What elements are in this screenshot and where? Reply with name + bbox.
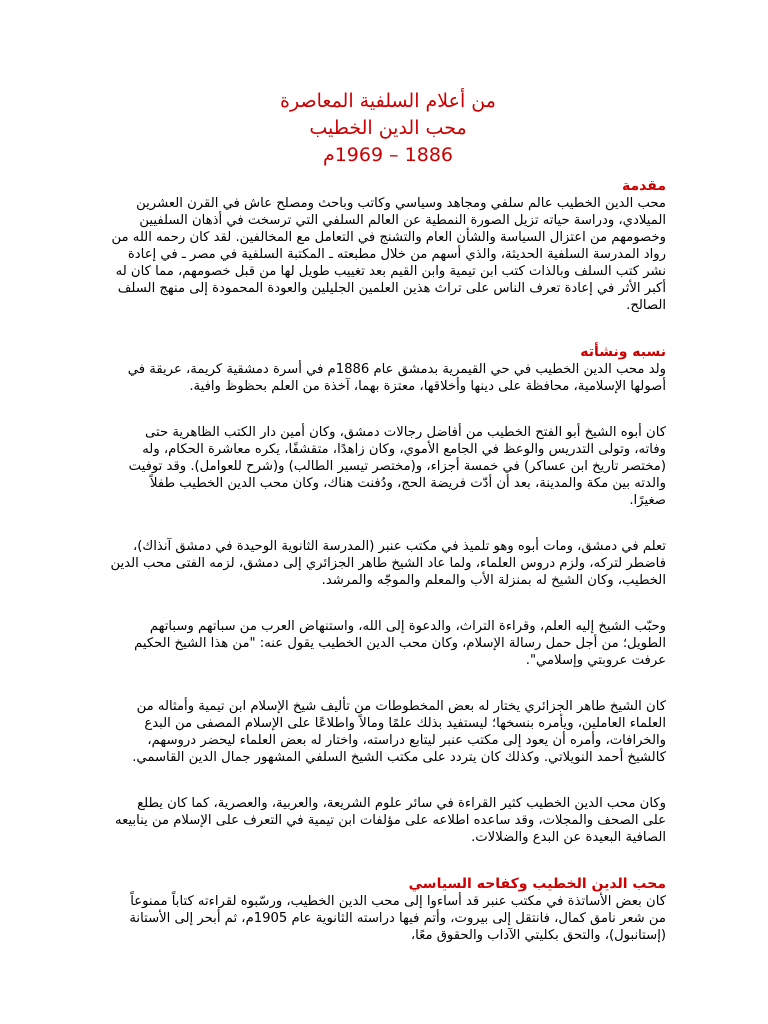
paragraph: وكان محب الدين الخطيب كثير القراءة في سائر علوم الشريعة، والعربية، والعصرية، كما كان يطلع على الصحف والمجلات، وقد ساعده اطلاعه على مؤلفات ابن تيمية في التعرف على الإسلام من ينابيعه الصافية البعيدة عن البدع والضلالات.	[115, 796, 666, 845]
document-page	[110, 88, 666, 944]
paragraph: وحبّب الشيخ إليه العلم، وقراءة التراث، والدعوة إلى الله، واستنهاض العرب من سباتهم وسباتهم الطويل؛ من أجل حمل رسالة الإسلام، وكان محب الدين الخطيب يقول عنه: "من هذا الشيخ الحكيم عرفت عروبتي وإسلامي".	[134, 619, 666, 668]
section-heading: نسبه ونشأته	[580, 344, 666, 360]
section-heading: محب الدين الخطيب وكفاحه السياسي	[408, 876, 666, 892]
title-series: من أعلام السلفية المعاصرة	[280, 90, 496, 112]
title-name: محب الدين الخطيب	[309, 117, 467, 139]
paragraph: ولد محب الدين الخطيب في حي القيمرية بدمشق عام 1886م في أسرة دمشقية كريمة، عريقة في أصولها الإسلامية، محافظة على دينها وأخلاقها، معتزة بهما، آخذة من العلم بحظوظ وافية.	[127, 362, 666, 394]
paragraph: كان بعض الأساتذة في مكتب عنبر قد أساءوا إلى محب الدين الخطيب، ورسّبوه لقراءته كتاباً ممنوعاً من شعر نامق كمال، فانتقل إلى بيروت، وأتم فيها دراسته الثانوية عام 1905م، ثم أبحر إلى الأستانة (إستانبول)، والتحق بكليتي الآداب والحقوق معًا،	[129, 894, 666, 943]
document-title	[110, 88, 666, 169]
paragraph: كان أبوه الشيخ أبو الفتح الخطيب من أفاضل رجالات دمشق، وكان أمين دار الكتب الظاهرية حتى وفاته، وتولى التدريس والوعظ في الجامع الأموي، وكان زاهدًا، متقشفًا، يكره معاشرة الحكام، وله (مختصر تاريخ ابن عساكر) في خمسة أجزاء، و(مختصر تيسير الطالب) و(شرح للعوامل). وقد توفيت والدته بين مكة والمدينة، بعد أن أدّت فريضة الحج، ودُفنت هناك، وكان محب الدين الخطيب طفلاً صغيرًا.	[128, 425, 666, 508]
title-years: 1886 – 1969م	[322, 144, 454, 166]
section-introduction	[110, 177, 666, 314]
section-lineage	[110, 343, 666, 846]
section-heading: مقدمة	[622, 178, 666, 194]
paragraph: تعلم في دمشق، ومات أبوه وهو تلميذ في مكتب عنبر (المدرسة الثانوية الوحيدة في دمشق آنذاك)، فاضطر لتركه، ولزم دروس العلماء، ولما عاد الشيخ طاهر الجزائري إلى دمشق، لزمه الفتى محب الدين الخطيب، وكان الشيخ له بمنزلة الأب والمعلم والموجّه والمرشد.	[110, 539, 666, 588]
paragraph: كان الشيخ طاهر الجزائري يختار له بعض المخطوطات من تأليف شيخ الإسلام ابن تيمية وأمثاله من العلماء العاملين، ويأمره بنسخها؛ ليستفيد بذلك علمًا ومالاً واطلاعًا على الإسلام المصفى من البدع والخرافات، وأمره أن يعود إلى مكتب عنبر ليتابع دراسته، واختار له بعض العلماء ليحضر دروسهم، كالشيخ أحمد النويلاتي. وكذلك كان يتردد على مكتب الشيخ السلفي المشهور جمال الدين القاسمي.	[132, 699, 666, 765]
section-political-struggle	[110, 875, 666, 944]
paragraph: محب الدين الخطيب عالم سلفي ومجاهد وسياسي وكاتب وباحث ومصلح عاش في القرن العشرين الميلادي، ودراسة حياته تزيل الصورة النمطية عن العالم السلفي التي ترسخت في أذهان السلفيين وخصومهم من اعتزال السياسة والشأن العام والتشنج في التعامل مع المخالفين. لقد كان رحمه الله من رواد المدرسة السلفية الحديثة، والذي أسهم من خلال مطبعته ـ المكتبة السلفية في مصر ـ في إعادة نشر كتب السلف وبالذات كتب ابن تيمية وابن القيم بعد تغييب طويل لها من قبل خصومهم، مما كان له أكبر الأثر في إعادة تعرف الناس على تراث هذين العلمين الجليلين والعودة المحمودة إلى منهج السلف الصالح.	[111, 196, 666, 313]
